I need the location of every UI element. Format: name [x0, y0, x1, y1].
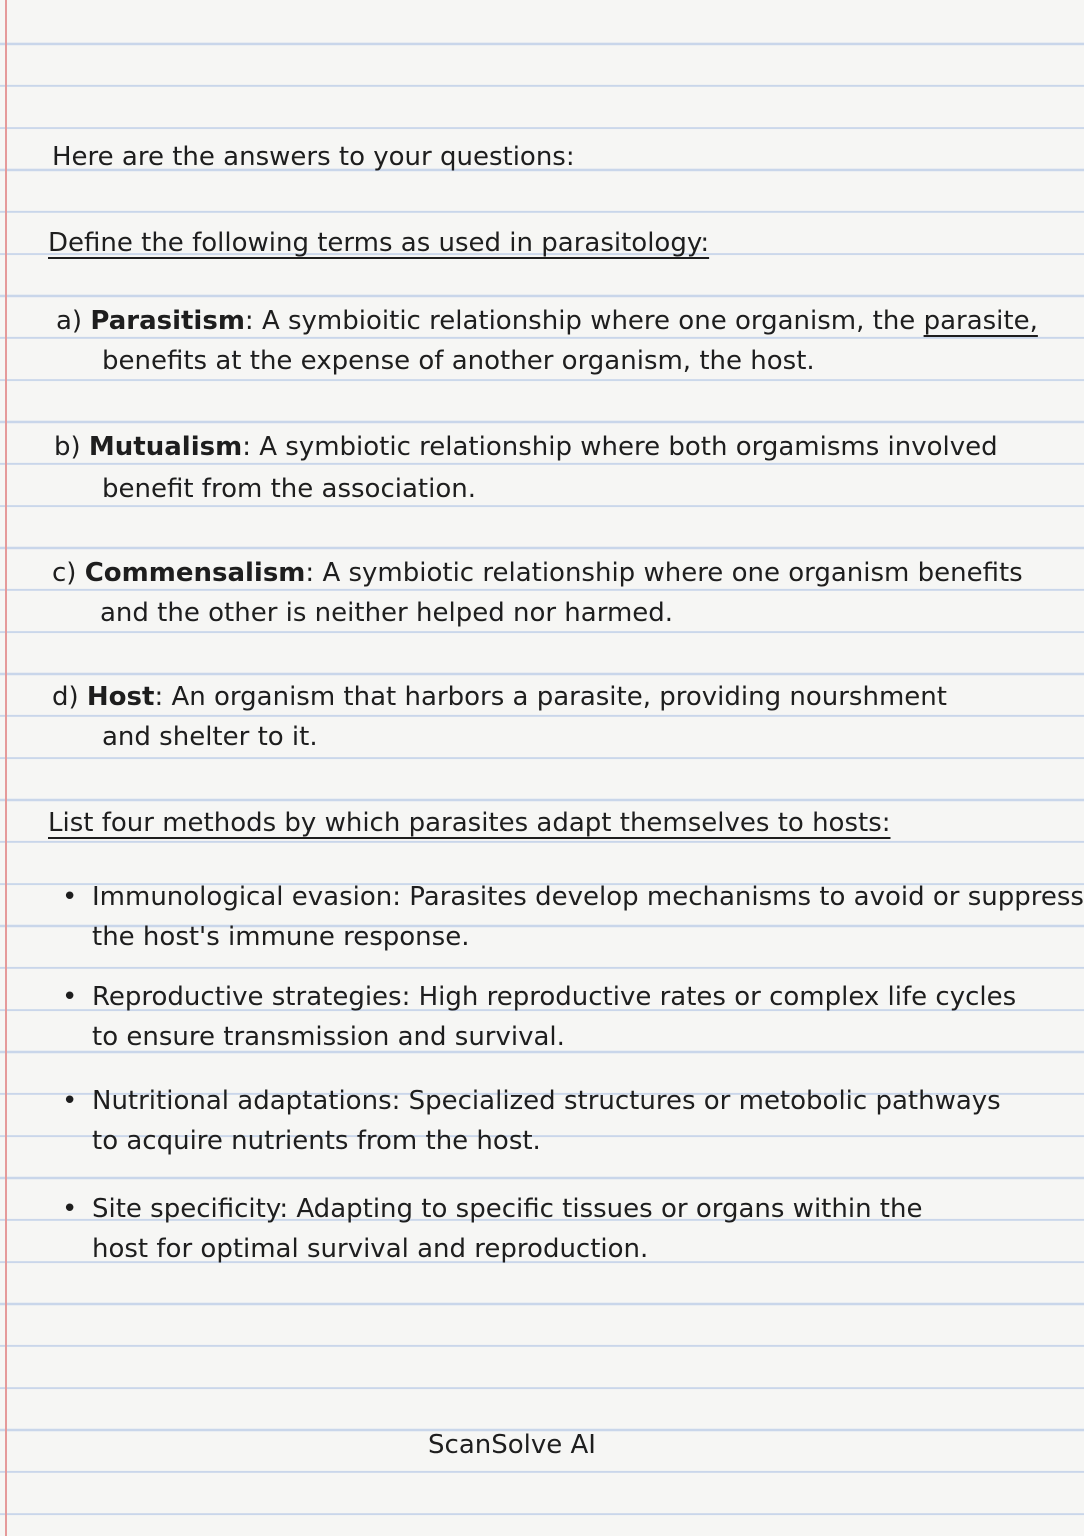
method-4-line1: Site specificity: Adapting to specific tissues or organs within the	[92, 1194, 923, 1224]
definition-c-marker: c)	[52, 558, 77, 588]
definition-a-term: Parasitism	[90, 306, 245, 336]
intro-text: Here are the answers to your questions:	[52, 142, 575, 172]
section1-heading: Define the following terms as used in parasitology:	[48, 228, 710, 258]
method-3-line2: to acquire nutrients from the host.	[92, 1126, 541, 1156]
definition-a-line1	[56, 306, 1038, 336]
definition-c-line2: and the other is neither helped nor harmed.	[100, 598, 674, 628]
footer-brand: ScanSolve AI	[428, 1430, 596, 1460]
definition-d-marker: d)	[52, 682, 79, 712]
definition-a-marker: a)	[56, 306, 83, 336]
margin-line	[5, 0, 7, 1536]
definition-c-line1	[52, 558, 1023, 588]
method-3-line1: Nutritional adaptations: Specialized structures or metobolic pathways	[92, 1086, 1001, 1116]
definition-b-sep: :	[242, 432, 251, 462]
definition-d-term: Host	[86, 682, 155, 712]
definition-a-sep: :	[244, 306, 254, 336]
section2-heading: List four methods by which parasites adapt themselves to hosts:	[48, 808, 891, 838]
definition-c-term: Commensalism	[84, 558, 306, 588]
definition-a-parasite-underlined: parasite,	[923, 306, 1038, 336]
bullet-icon: •	[62, 982, 78, 1012]
definition-b-marker: b)	[54, 432, 81, 462]
definition-d-sep: :	[154, 682, 164, 712]
definition-b-text1: A symbiotic relationship where both orgamisms involved	[259, 432, 998, 462]
bullet-icon: •	[62, 1194, 78, 1224]
method-2-line1: Reproductive strategies: High reproductive rates or complex life cycles	[92, 982, 1017, 1012]
definition-a-text1: A symbioitic relationship where one organism, the	[261, 306, 924, 336]
method-1-line1: Immunological evasion: Parasites develop mechanisms to avoid or suppress	[92, 882, 1084, 912]
definition-c-sep: :	[305, 558, 315, 588]
method-1-line2: the host's immune response.	[92, 922, 470, 952]
definition-d-text1: An organism that harbors a parasite, providing nourshment	[171, 682, 947, 712]
definition-b-term: Mutualism	[88, 432, 243, 462]
definition-d-line1	[52, 682, 947, 712]
definition-b-line1	[54, 432, 998, 462]
method-2-line2: to ensure transmission and survival.	[92, 1022, 565, 1052]
method-4-line2: host for optimal survival and reproduction.	[92, 1234, 649, 1264]
bullet-icon: •	[62, 882, 78, 912]
definition-c-text1: A symbiotic relationship where one organism benefits	[322, 558, 1023, 588]
bullet-icon: •	[62, 1086, 78, 1116]
definition-b-line2: benefit from the association.	[102, 474, 476, 504]
definition-a-line2: benefits at the expense of another organism, the host.	[102, 346, 815, 376]
definition-d-line2: and shelter to it.	[102, 722, 318, 752]
